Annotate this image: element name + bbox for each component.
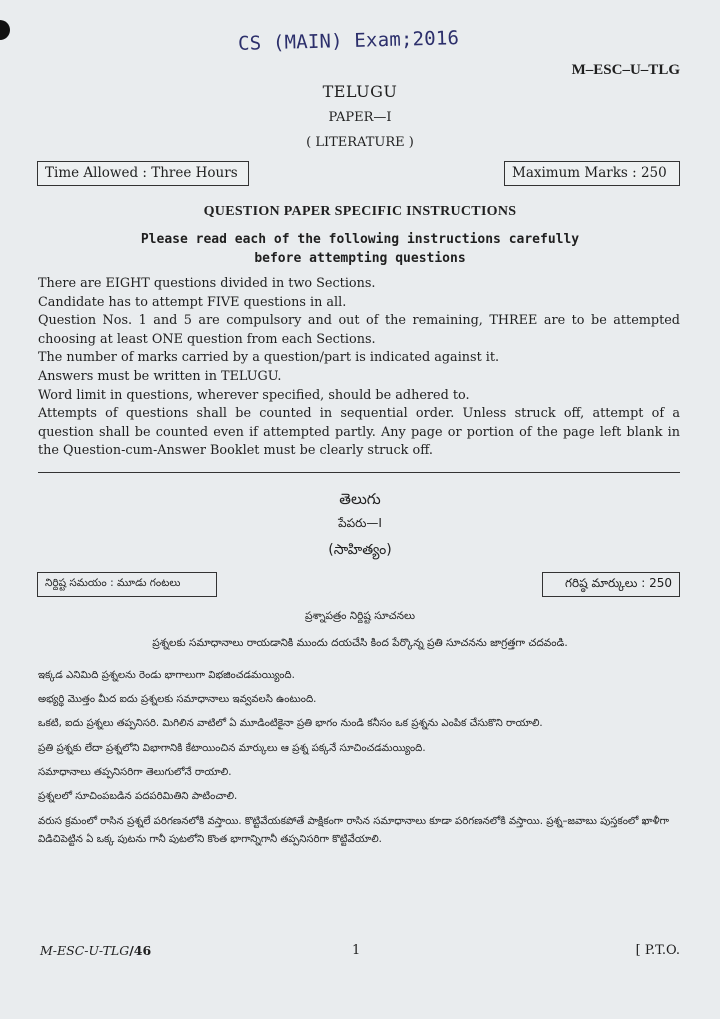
instructions-heading: QUESTION PAPER SPECIFIC INSTRUCTIONS xyxy=(203,204,517,219)
telugu-instruction-item: ఇక్కడ ఎనిమిది ప్రశ్నలను రెండు భాగాలుగా విభజించడమయ్యింది. xyxy=(38,670,295,681)
instruction-item: Answers must be written in TELUGU. xyxy=(38,368,282,384)
paper-code: M–ESC–U–TLG xyxy=(571,62,680,78)
telugu-instruction-item: ఒకటి, ఐదు ప్రశ్నలు తప్పనిసరి. మిగిలిన వాటిలో ఏ మూడింటికైనా ప్రతి భాగం నుండి కనీసం ఒక ప్రశ్నను ఎంపిక చేసుకొని రాయాలి. xyxy=(38,718,543,730)
exam-stamp: CS (MAIN) Exam;2016 xyxy=(237,27,460,55)
section-label: ( LITERATURE ) xyxy=(306,135,414,150)
telugu-time-box: నిర్దిష్ట సమయం : మూడు గంటలు xyxy=(37,572,217,597)
telugu-instructions-heading: ప్రశ్నాపత్రం నిర్దిష్ట సూచనలు xyxy=(304,610,416,622)
telugu-paper-label: పేపరు—I xyxy=(338,516,382,530)
telugu-marks-box: గరిష్ఠ మార్కులు : 250 xyxy=(542,572,680,597)
instruction-item: The number of marks carried by a question/part is indicated against it. xyxy=(38,350,500,366)
telugu-instruction-item: ప్రతి ప్రశ్నకు లేదా ప్రశ్నలోని విభాగానికి కేటాయించిన మార్కులు ఆ ప్రశ్న పక్కనే సూచించడమయ్యింది. xyxy=(38,742,426,754)
telugu-instruction-item: అభ్యర్థి మొత్తం మీద ఐదు ప్రశ్నలకు సమాధానాలు ఇవ్వవలసి ఉంటుంది. xyxy=(38,694,317,706)
instruction-item: Candidate has to attempt FIVE questions in all. xyxy=(38,294,347,310)
instruction-item: Question Nos. 1 and 5 are compulsory and out of the remaining, THREE are to be attempted choosing at least ONE question from each Sections. xyxy=(38,313,680,347)
page-number: 1 xyxy=(352,943,361,958)
instructions-subheading-2: before attempting questions xyxy=(254,251,466,266)
telugu-subject-title: తెలుగు xyxy=(339,490,381,508)
instructions-list-telugu xyxy=(38,664,680,849)
instruction-item: Word limit in questions, wherever specified, should be adhered to. xyxy=(38,387,470,403)
instructions-subheading-1: Please read each of the following instructions carefully xyxy=(140,232,580,247)
telugu-instruction-item: వరుస క్రమంలో రాసిన ప్రశ్నలే పరిగణనలోకి వస్తాయి. కొట్టివేయకపోతే పాక్షికంగా రాసిన సమాధానాలు కూడా పరిగణనలోకి వస్తాయి. ప్రశ్న–జవాబు పుస్తకంలో ఖాళీగా విడిచిపెట్టిన ఏ ఒక్క పుటను గానీ పుటలోని కొంత భాగాన్నిగానీ తప్పనిసరిగా కొట్టివేయాలి. xyxy=(38,816,669,846)
telugu-instruction-item: ప్రశ్నలలో సూచింపబడిన పదపరిమితిని పాటించాలి. xyxy=(38,791,238,803)
max-marks-box: Maximum Marks : 250 xyxy=(504,161,680,186)
instruction-item: There are EIGHT questions divided in two Sections. xyxy=(38,276,376,291)
section-divider xyxy=(38,472,680,473)
paper-label: PAPER—I xyxy=(328,110,392,125)
footer-code xyxy=(40,943,151,958)
footer-code-suffix: /46 xyxy=(129,943,152,958)
time-allowed-box: Time Allowed : Three Hours xyxy=(37,161,249,186)
instructions-list-en xyxy=(38,275,680,461)
subject-title: TELUGU xyxy=(322,82,398,101)
instruction-item: Attempts of questions shall be counted in sequential order. Unless struck off, attempt of a question shall be counted even if attempted partly. Any page or portion of the page left blank in the Question-cum-Answer Booklet must be clearly struck off. xyxy=(38,406,680,459)
punch-hole-mark xyxy=(0,20,10,40)
telugu-section-label: (సాహిత్యం) xyxy=(328,542,392,558)
telugu-please-read: ప్రశ్నలకు సమాధానాలు రాయడానికి ముందు దయచేసి కింద పేర్కొన్న ప్రతి సూచనను జాగ్రత్తగా చదవండి. xyxy=(152,637,568,649)
pto-label: [ P.T.O. xyxy=(635,943,680,958)
footer-code-text: M-ESC-U-TLG xyxy=(40,943,130,958)
telugu-instruction-item: సమాధానాలు తప్పనిసరిగా తెలుగులోనే రాయాలి. xyxy=(38,766,232,778)
